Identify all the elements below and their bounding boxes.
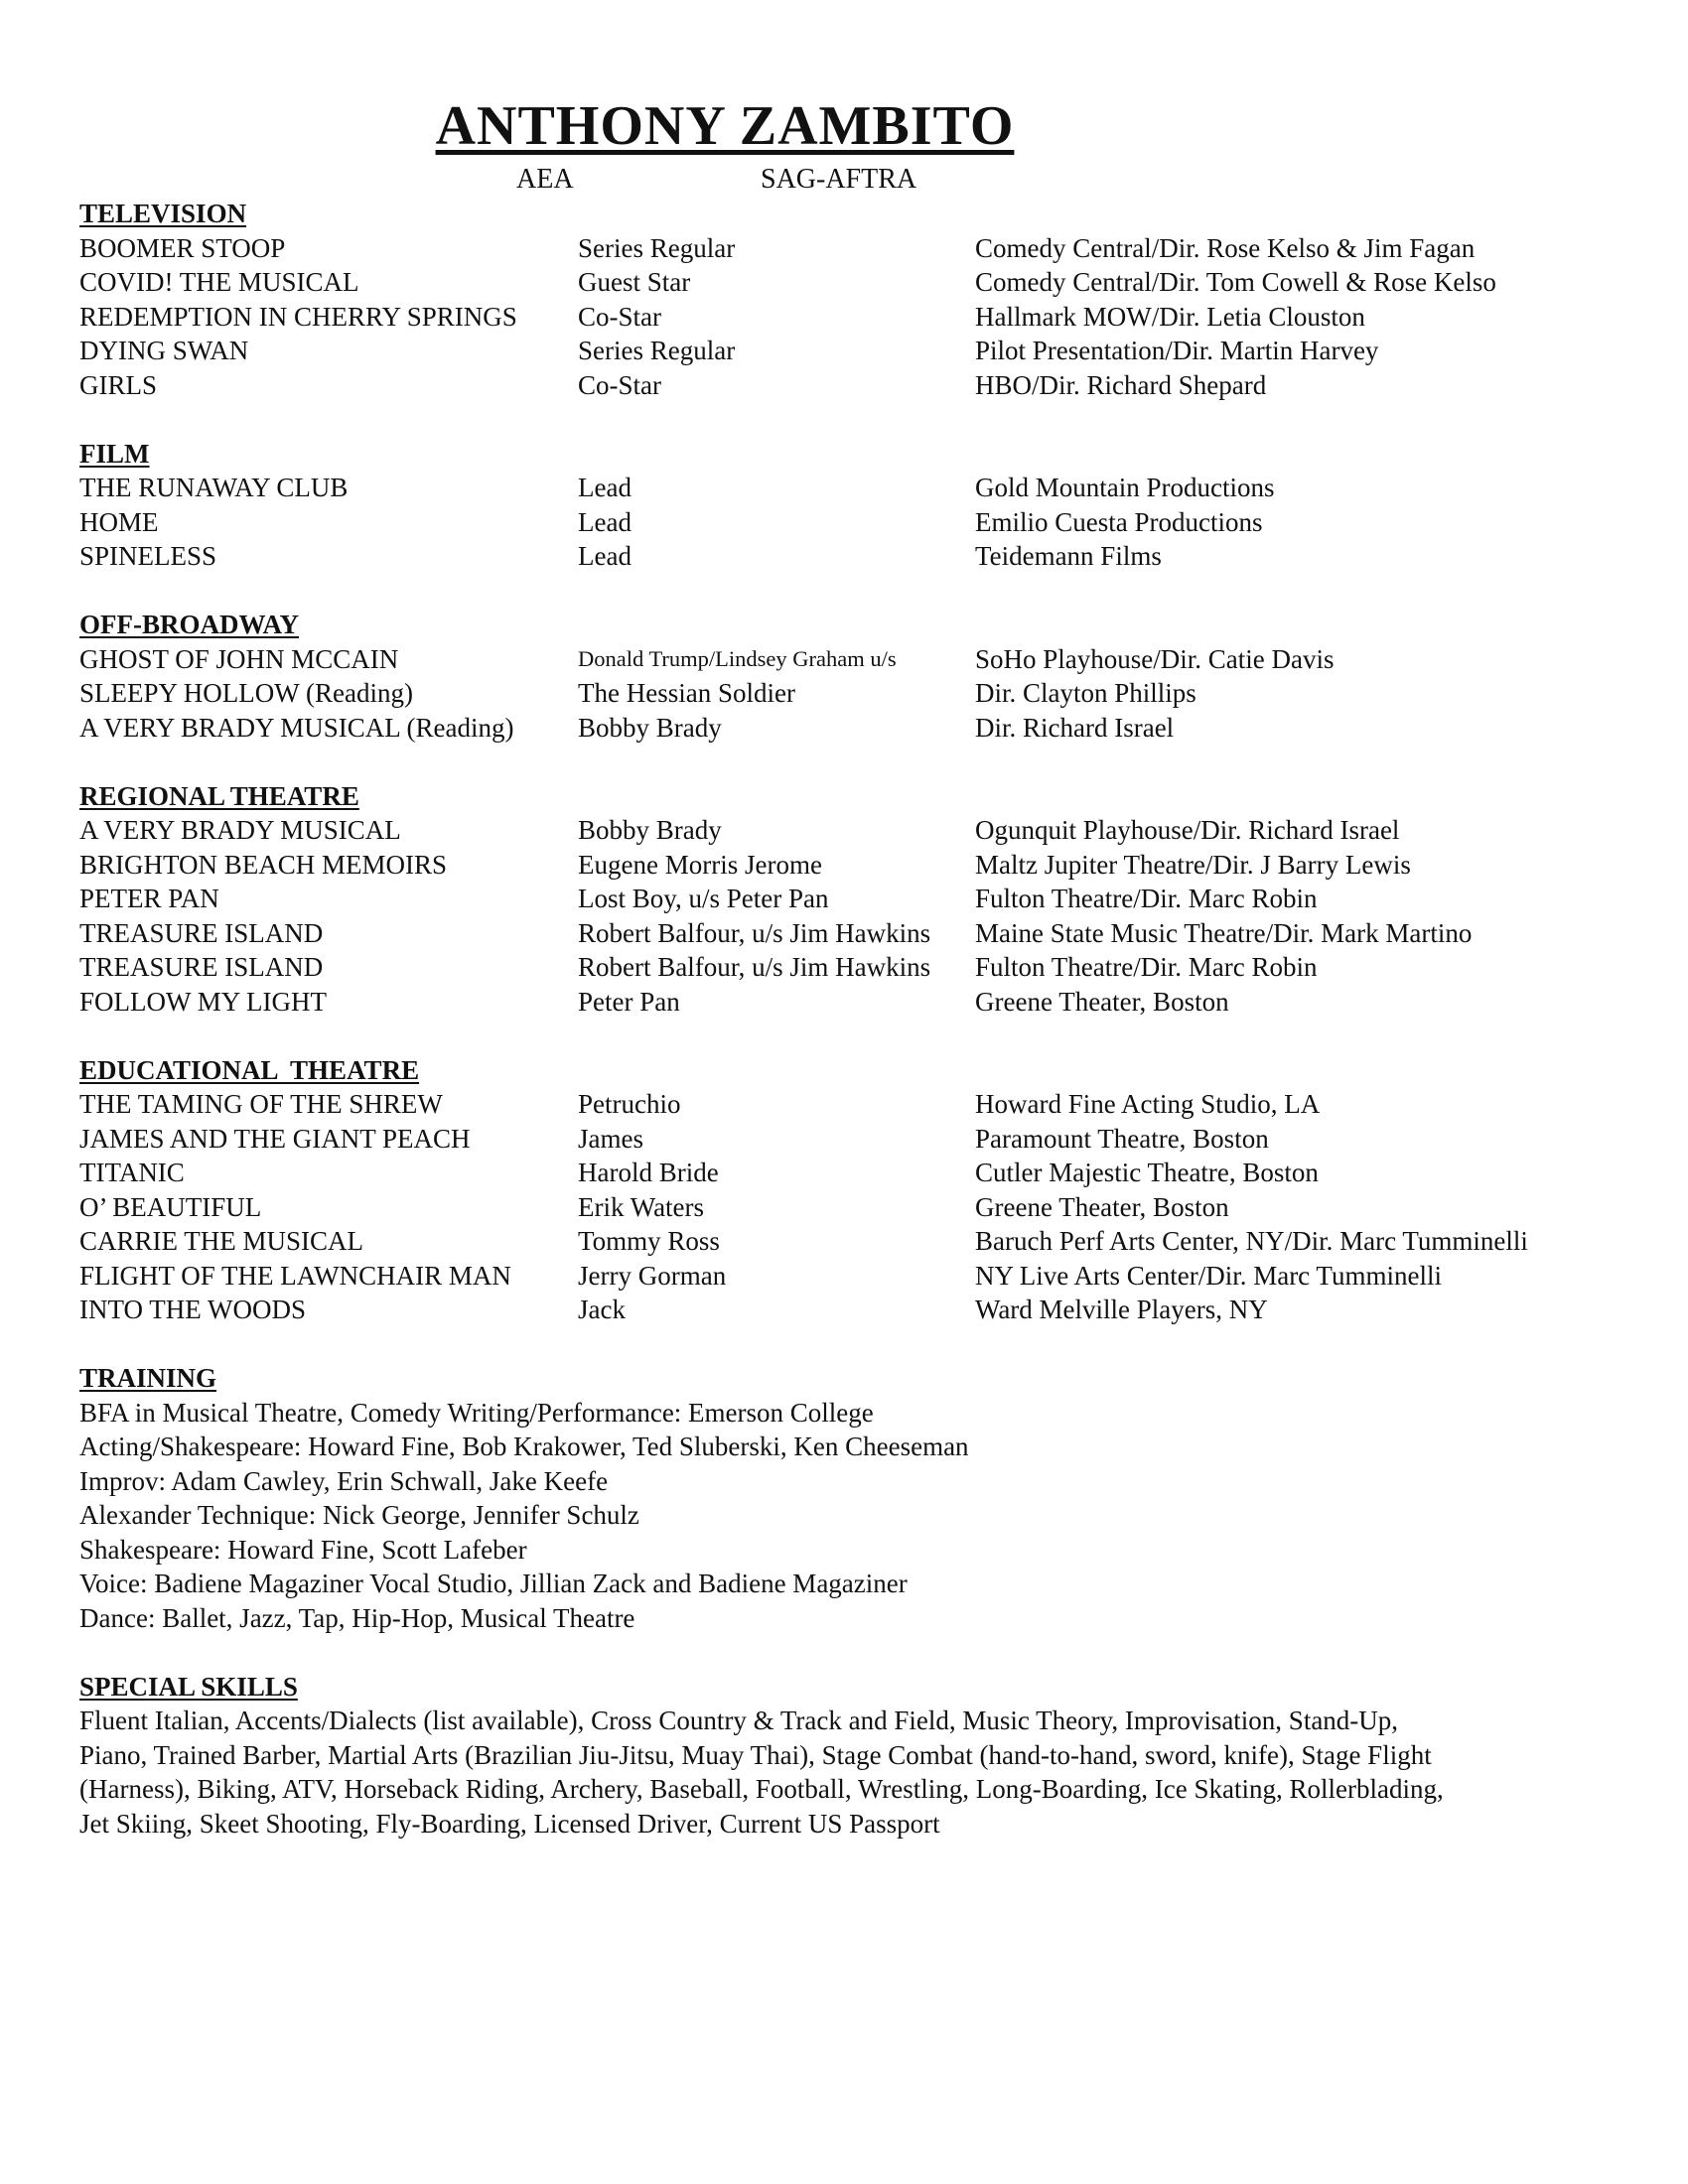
credit-venue: Greene Theater, Boston — [975, 986, 1229, 1017]
training-line: Improv: Adam Cawley, Erin Schwall, Jake Keefe — [79, 1465, 609, 1496]
credit-role: Robert Balfour, u/s Jim Hawkins — [578, 917, 931, 948]
credit-role: Co-Star — [578, 301, 661, 332]
actor-name: ANTHONY ZAMBITO — [435, 95, 1015, 157]
credit-title: BRIGHTON BEACH MEMOIRS — [79, 849, 448, 880]
credit-row — [79, 334, 1648, 368]
special-skills-heading: SPECIAL SKILLS — [79, 1671, 298, 1702]
section-gap — [79, 1019, 1648, 1053]
credit-venue: NY Live Arts Center/Dir. Marc Tumminelli — [975, 1260, 1442, 1291]
credit-role: Petruchio — [578, 1089, 681, 1119]
credit-row — [79, 676, 1648, 711]
credit-role: Lost Boy, u/s Peter Pan — [578, 884, 829, 913]
credit-row — [79, 1087, 1648, 1122]
credit-role: Jack — [578, 1295, 626, 1324]
training-line: Shakespeare: Howard Fine, Scott Lafeber — [79, 1534, 527, 1565]
credit-venue: Emilio Cuesta Productions — [975, 506, 1263, 537]
credit-title: TREASURE ISLAND — [79, 952, 324, 982]
credit-role: Eugene Morris Jerome — [578, 849, 822, 880]
credit-venue: Greene Theater, Boston — [975, 1191, 1229, 1222]
credit-row — [79, 231, 1648, 266]
training-line: Alexander Technique: Nick George, Jennifer Schulz — [79, 1500, 639, 1530]
credit-title: SPINELESS — [79, 541, 217, 571]
credit-row — [79, 1259, 1648, 1294]
credit-row — [79, 368, 1648, 403]
credit-row — [79, 813, 1648, 848]
union-aea: AEA — [516, 164, 574, 195]
section-gap — [79, 1327, 1648, 1362]
credit-row — [79, 642, 1648, 677]
credit-role: Lead — [578, 473, 632, 502]
credit-role: Tommy Ross — [578, 1226, 720, 1256]
credit-row — [79, 1190, 1648, 1225]
credit-venue: Pilot Presentation/Dir. Martin Harvey — [975, 336, 1379, 365]
educational-theatre-heading: EDUCATIONAL THEATRE — [79, 1054, 420, 1085]
credit-title: SLEEPY HOLLOW (Reading) — [79, 678, 413, 708]
credit-role: Series Regular — [578, 336, 736, 365]
credit-row — [79, 265, 1648, 300]
credit-title: TITANIC — [79, 1158, 185, 1187]
credit-title: GIRLS — [79, 369, 158, 400]
credit-role: Peter Pan — [578, 986, 680, 1017]
credit-row — [79, 505, 1648, 540]
section-gap — [79, 1635, 1648, 1670]
credit-title: INTO THE WOODS — [79, 1295, 306, 1324]
credit-role: The Hessian Soldier — [578, 678, 795, 708]
credit-row — [79, 916, 1648, 951]
credit-role: Guest Star — [578, 267, 691, 297]
credit-venue: Teidemann Films — [975, 541, 1162, 571]
credit-role: Donald Trump/Lindsey Graham u/s — [578, 645, 897, 671]
credit-title: PETER PAN — [79, 884, 219, 913]
credit-row — [79, 1293, 1648, 1327]
credit-title: JAMES AND THE GIANT PEACH — [79, 1123, 471, 1154]
television-heading: TELEVISION — [79, 199, 247, 228]
credit-row — [79, 539, 1648, 574]
credit-venue: Hallmark MOW/Dir. Letia Clouston — [975, 301, 1365, 332]
resume-content — [79, 197, 1648, 1841]
skills-line: Piano, Trained Barber, Martial Arts (Brazilian Jiu-Jitsu, Muay Thai), Stage Combat (hand-to-hand, sword, knife), Stage Flight — [79, 1739, 1432, 1770]
credit-venue: Ogunquit Playhouse/Dir. Richard Israel — [975, 815, 1400, 845]
credit-title: REDEMPTION IN CHERRY SPRINGS — [79, 301, 517, 332]
credit-role: James — [578, 1123, 643, 1154]
credit-title: TREASURE ISLAND — [79, 917, 324, 948]
credit-venue: Dir. Richard Israel — [975, 712, 1175, 743]
section-gap — [79, 745, 1648, 779]
training-line: Voice: Badiene Magaziner Vocal Studio, Jillian Zack and Badiene Magaziner — [79, 1569, 908, 1598]
credit-venue: Maltz Jupiter Theatre/Dir. J Barry Lewis — [975, 849, 1411, 880]
credit-title: DYING SWAN — [79, 336, 249, 365]
section-gap — [79, 402, 1648, 437]
special-skills-list — [79, 1704, 1648, 1841]
regional-theatre-heading: REGIONAL THEATRE — [79, 780, 359, 811]
section-gap — [79, 574, 1648, 609]
credit-title: HOME — [79, 506, 159, 537]
credit-venue: Comedy Central/Dir. Tom Cowell & Rose Kelso — [975, 267, 1496, 297]
credit-row — [79, 300, 1648, 335]
regional-theatre-list — [79, 813, 1648, 1019]
credit-row — [79, 471, 1648, 505]
off-broadway-list — [79, 642, 1648, 746]
credit-venue: HBO/Dir. Richard Shepard — [975, 369, 1267, 400]
credit-role: Bobby Brady — [578, 815, 722, 845]
credit-venue: Baruch Perf Arts Center, NY/Dir. Marc Tumminelli — [975, 1226, 1528, 1256]
film-heading: FILM — [79, 438, 150, 469]
credit-title: COVID! THE MUSICAL — [79, 267, 359, 297]
credit-role: Lead — [578, 506, 632, 537]
union-sag-aftra: SAG-AFTRA — [761, 164, 917, 195]
off-broadway-heading: OFF-BROADWAY — [79, 610, 300, 639]
credit-row — [79, 711, 1648, 746]
training-line: Acting/Shakespeare: Howard Fine, Bob Krakower, Ted Sluberski, Ken Cheeseman — [79, 1432, 969, 1461]
credit-venue: Comedy Central/Dir. Rose Kelso & Jim Fagan — [975, 232, 1476, 263]
credit-row — [79, 1156, 1648, 1190]
educational-theatre-list — [79, 1087, 1648, 1327]
credit-title: THE RUNAWAY CLUB — [79, 473, 349, 502]
credit-role: Co-Star — [578, 369, 661, 400]
credit-role: Bobby Brady — [578, 712, 722, 743]
credit-venue: Howard Fine Acting Studio, LA — [975, 1089, 1321, 1119]
training-heading: TRAINING — [79, 1363, 217, 1393]
credit-title: A VERY BRADY MUSICAL — [79, 815, 401, 845]
credit-row — [79, 1224, 1648, 1259]
credit-venue: Cutler Majestic Theatre, Boston — [975, 1158, 1319, 1187]
credit-title: CARRIE THE MUSICAL — [79, 1226, 364, 1256]
credit-venue: Gold Mountain Productions — [975, 473, 1275, 502]
film-list — [79, 471, 1648, 574]
credit-role: Lead — [578, 541, 632, 571]
skills-line: (Harness), Biking, ATV, Horseback Riding, Archery, Baseball, Football, Wrestling, Long-Boarding, Ice Skating, Rollerblading, — [79, 1774, 1444, 1804]
credit-title: GHOST OF JOHN MCCAIN — [79, 643, 399, 674]
credit-title: FLIGHT OF THE LAWNCHAIR MAN — [79, 1260, 511, 1291]
credit-venue: Ward Melville Players, NY — [975, 1295, 1268, 1324]
credit-row — [79, 1122, 1648, 1157]
credit-role: Series Regular — [578, 232, 736, 263]
credit-row — [79, 950, 1648, 985]
credit-row — [79, 848, 1648, 883]
skills-line: Jet Skiing, Skeet Shooting, Fly-Boarding, Licensed Driver, Current US Passport — [79, 1808, 940, 1839]
television-list — [79, 231, 1648, 403]
credit-row — [79, 985, 1648, 1020]
credit-role: Erik Waters — [578, 1191, 705, 1222]
credit-title: BOOMER STOOP — [79, 232, 286, 263]
credit-venue: Dir. Clayton Phillips — [975, 678, 1196, 708]
credit-venue: Fulton Theatre/Dir. Marc Robin — [975, 952, 1318, 982]
credit-venue: Fulton Theatre/Dir. Marc Robin — [975, 884, 1318, 913]
credit-venue: Paramount Theatre, Boston — [975, 1123, 1269, 1154]
credit-title: FOLLOW MY LIGHT — [79, 986, 327, 1017]
credit-venue: Maine State Music Theatre/Dir. Mark Martino — [975, 917, 1473, 948]
credit-role: Harold Bride — [578, 1158, 719, 1187]
credit-title: THE TAMING OF THE SHREW — [79, 1089, 443, 1119]
credit-title: O’ BEAUTIFUL — [79, 1191, 262, 1222]
training-list — [79, 1396, 1648, 1636]
training-line: Dance: Ballet, Jazz, Tap, Hip-Hop, Musical Theatre — [79, 1602, 635, 1633]
training-line: BFA in Musical Theatre, Comedy Writing/Performance: Emerson College — [79, 1397, 874, 1428]
credit-role: Jerry Gorman — [578, 1260, 727, 1291]
credit-title: A VERY BRADY MUSICAL (Reading) — [79, 712, 514, 743]
credit-role: Robert Balfour, u/s Jim Hawkins — [578, 952, 931, 982]
credit-venue: SoHo Playhouse/Dir. Catie Davis — [975, 643, 1335, 674]
credit-row — [79, 882, 1648, 916]
skills-line: Fluent Italian, Accents/Dialects (list available), Cross Country & Track and Field, Music Theory, Improvisation, Stand-Up, — [79, 1706, 1399, 1735]
